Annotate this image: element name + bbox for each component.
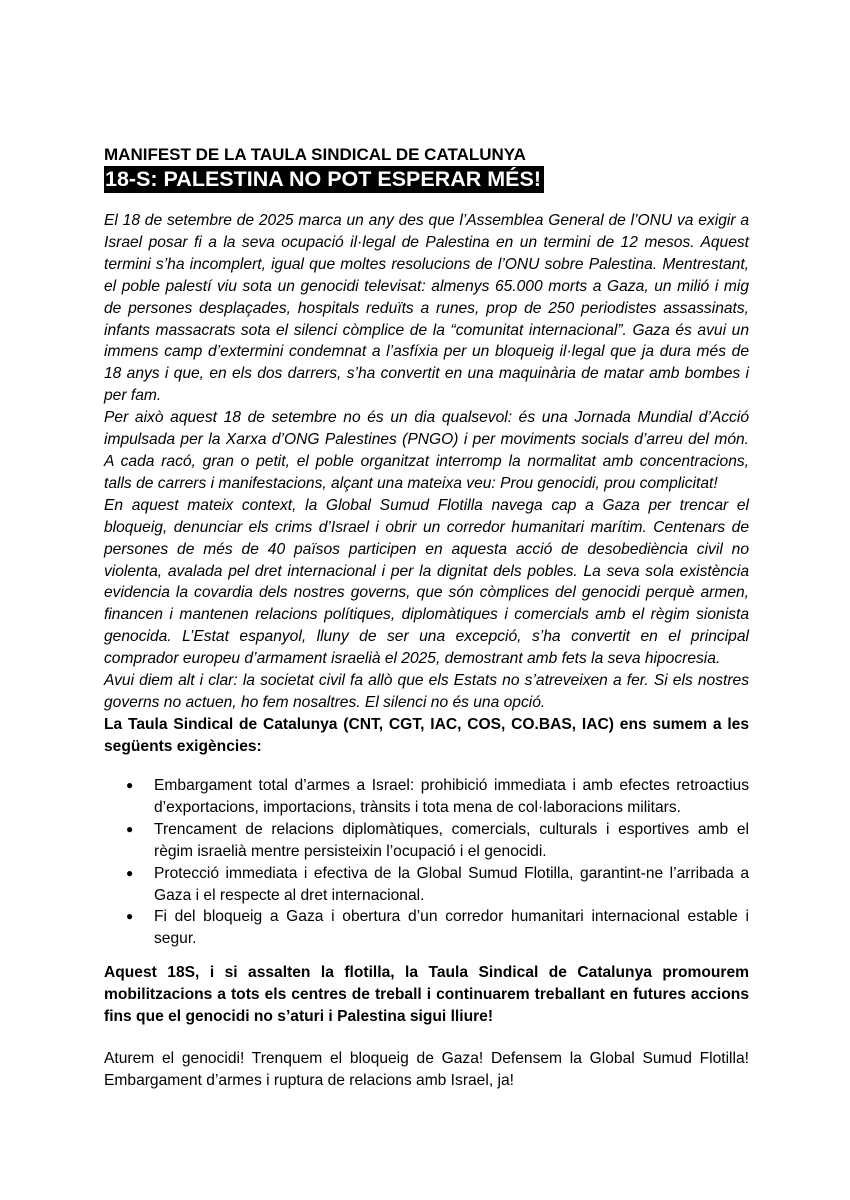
demand-text: Trencament de relacions diplomàtiques, comercials, culturals i esportives amb el règim israelià mentre persisteixin l’ocupació i el genocidi. (154, 820, 749, 860)
demand-text: Embargament total d’armes a Israel: prohibició immediata i amb efectes retroactius d’exportacions, importacions, trànsits i tota mena de col·laboracions militars. (154, 777, 749, 816)
intro-paragraph: Avui diem alt i clar: la societat civil fa allò que els Estats no s’atreveixen a fer. Si els nostres governs no actuen, ho fem nosaltres. El silenci no és una opció. (104, 672, 749, 711)
bullet-icon: ● (126, 909, 134, 924)
document-subtitle: 18-S: PALESTINA NO POT ESPERAR MÉS! (104, 166, 544, 193)
bullet-icon: ● (126, 778, 134, 792)
intro-section (104, 210, 749, 714)
closing-slogans: Aturem el genocidi! Trenquem el bloqueig de Gaza! Defensem la Global Sumud Flotilla! Embargament d’armes i ruptura de relacions amb Israel, ja! (104, 1050, 749, 1089)
demand-item (104, 775, 749, 819)
intro-paragraph: Per això aquest 18 de setembre no és un dia qualsevol: és una Jornada Mundial d’Acció impulsada per la Xarxa d’ONG Palestines (PNGO) i per moviments socials d’arreu del món. A cada racó, gran o petit, el poble organitzat interromp la normalitat amb concentracions, talls de carrers i manifestacions, alçant una mateixa veu: Prou genocidi, prou complicitat! (104, 409, 749, 492)
bullet-icon: ● (126, 865, 134, 880)
intro-paragraph: En aquest mateix context, la Global Sumud Flotilla navega cap a Gaza per trencar el bloqueig, denunciar els crims d’Israel i obrir un corredor humanitari marítim. Centenars de persones de més de 40 països participen en aquesta acció de desobediència civil no violenta, avalada pel dret internacional i per la dignitat dels pobles. La seva sola existència evidencia la covardia dels nostres governs, que són còmplices del genocidi perquè armen, financen i mantenen relacions polítiques, diplomàtiques i comercials amb el règim sionista genocida. L’Estat espanyol, lluny de ser una excepció, s’ha convertit en el principal comprador europeu d’armament israelià el 2025, demostrant amb fets la seva hipocresia. (104, 496, 749, 668)
demand-text: Fi del bloqueig a Gaza i obertura d’un corredor humanitari internacional estable i segur. (154, 908, 749, 948)
demand-item (104, 819, 749, 863)
bullet-icon: ● (126, 821, 134, 836)
demands-list (104, 775, 749, 950)
closing-statement: Aquest 18S, i si assalten la flotilla, la Taula Sindical de Catalunya promourem mobilitzacions a tots els centres de treball i continuarem treballant en futures accions fins que el genocidi no s’aturi i Palestina sigui lliure! (104, 964, 749, 1025)
document-title: MANIFEST DE LA TAULA SINDICAL DE CATALUNYA (104, 145, 526, 164)
demand-item (104, 863, 749, 907)
intro-paragraph: El 18 de setembre de 2025 marca un any des que l’Assemblea General de l’ONU va exigir a Israel posar fi a la seva ocupació il·legal de Palestina en un termini de 12 mesos. Aquest termini s’ha incomplert, igual que moltes resolucions de l’ONU sobre Palestina. Mentrestant, el poble palestí viu sota un genocidi televisat: almenys 65.000 morts a Gaza, un milió i mig de persones desplaçades, hospitals reduïts a runes, prop de 250 periodistes assassinats, infants massacrats sota el silenci còmplice de la “comunitat internacional”. Gaza és avui un immens camp d’extermini condemnat a l’asfíxia per un bloqueig il·legal que ja dura més de 18 anys i que, en els dos darrers, s’ha convertit en una maquinària de matar amb bombes i per fam. (104, 212, 749, 405)
demands-heading: La Taula Sindical de Catalunya (CNT, CGT, IAC, COS, CO.BAS, IAC) ens sumem a les següents exigències: (104, 716, 749, 755)
demand-item (104, 906, 749, 950)
demand-text: Protecció immediata i efectiva de la Global Sumud Flotilla, garantint-ne l’arribada a Gaza i el respecte al dret internacional. (154, 864, 749, 904)
